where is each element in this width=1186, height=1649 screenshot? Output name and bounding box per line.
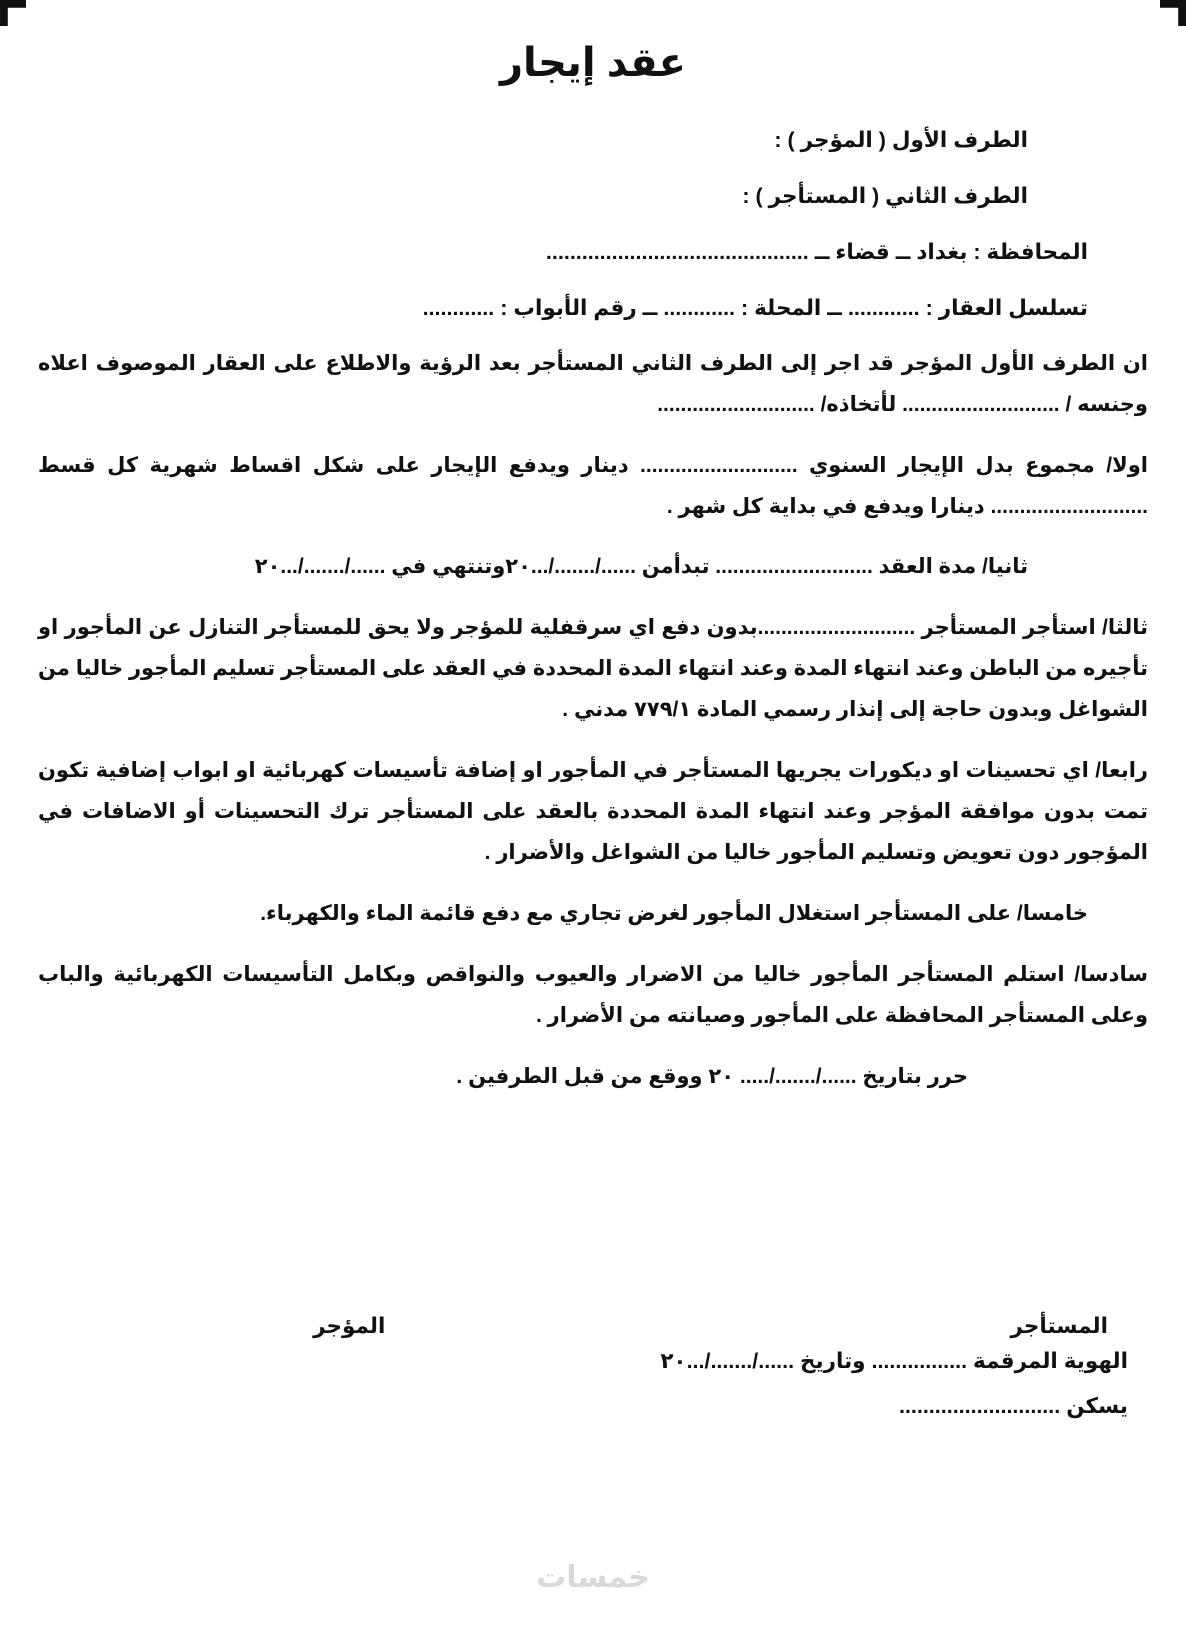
signature-labels-row: [38, 1314, 1148, 1339]
property-serial-line: تسلسل العقار : ............ ــ المحلة : ............ ــ رقم الأبواب : ............: [422, 295, 1088, 320]
signature-address-line: يسكن ...........................: [898, 1394, 1128, 1419]
clause-first: اولا/ مجموع بدل الإيجار السنوي ........................... دينار ويدفع الإيجار على شكل اقساط شهرية كل قسط ........................... دينارا ويدفع في بداية كل شهر .: [38, 453, 1148, 518]
page-title: عقد إيجار: [500, 41, 686, 85]
clause-third: ثالثا/ استأجر المستأجر ...........................بدون دفع اي سرقفلية للمؤجر ولا يحق للمستأجر التنازل عن المأجور او تأجيره من الباطن وعند انتهاء المدة وعند انتهاء المدة المحددة في العقد على المستأجر تسليم المأجور خاليا من الشواغل وبدون حاجة إلى إنذار رسمي المادة ٧٧٩/١ مدني .: [38, 616, 1148, 722]
crop-mark-top-left: [0, 0, 26, 26]
clause-fourth: رابعا/ اي تحسينات او ديكورات يجريها المستأجر في المأجور او إضافة تأسيسات كهربائية او ابواب إضافية تكون تمت بدون موافقة المؤجر وعند انتهاء المدة المحددة بالعقد على المستأجر ترك التحسينات أو الاضافات في المؤجور دون تعويض وتسليم المأجور خاليا من الشواغل والأضرار .: [38, 759, 1148, 865]
party-first-line: الطرف الأول ( المؤجر ) :: [774, 128, 1028, 152]
closing-line: حرر بتاريخ ....../......./..... ٢٠ ووقع من قبل الطرفين .: [456, 1064, 968, 1088]
clause-fifth: خامسا/ على المستأجر استغلال المأجور لغرض تجاري مع دفع قائمة الماء والكهرباء.: [260, 902, 1088, 925]
watermark: خمسات: [536, 1561, 650, 1594]
party-second-line: الطرف الثاني ( المستأجر ) :: [742, 183, 1028, 208]
preamble-paragraph: ان الطرف الأول المؤجر قد اجر إلى الطرف الثاني المستأجر بعد الرؤية والاطلاع على العقار الموصوف اعلاه وجنسه / ........................... لأتخاذه/ ...........................: [38, 351, 1148, 416]
crop-mark-top-right: [1160, 0, 1186, 26]
signature-landlord-label: المؤجر: [313, 1314, 386, 1338]
document-body: [38, 24, 1148, 1649]
signature-area: [38, 1314, 1148, 1429]
signature-id-line: الهوية المرقمة ................ وتاريخ ....../......./...٢٠: [660, 1349, 1128, 1373]
signature-tenant-label: المستأجر: [1010, 1314, 1108, 1338]
clause-second: ثانيا/ مدة العقد ........................... تبدأمن ....../......./...٢٠وتنتهي في ....../......./...٢٠: [254, 555, 1028, 579]
clause-sixth: سادسا/ استلم المستأجر المأجور خاليا من الاضرار والعيوب والنواقص وبكامل التأسيسات الكهربائية والباب وعلى المستأجر المحافظة على المأجور وصيانته من الأضرار .: [38, 962, 1148, 1027]
governorate-line: المحافظة : بغداد ــ قضاء ــ ............................................: [545, 239, 1088, 264]
